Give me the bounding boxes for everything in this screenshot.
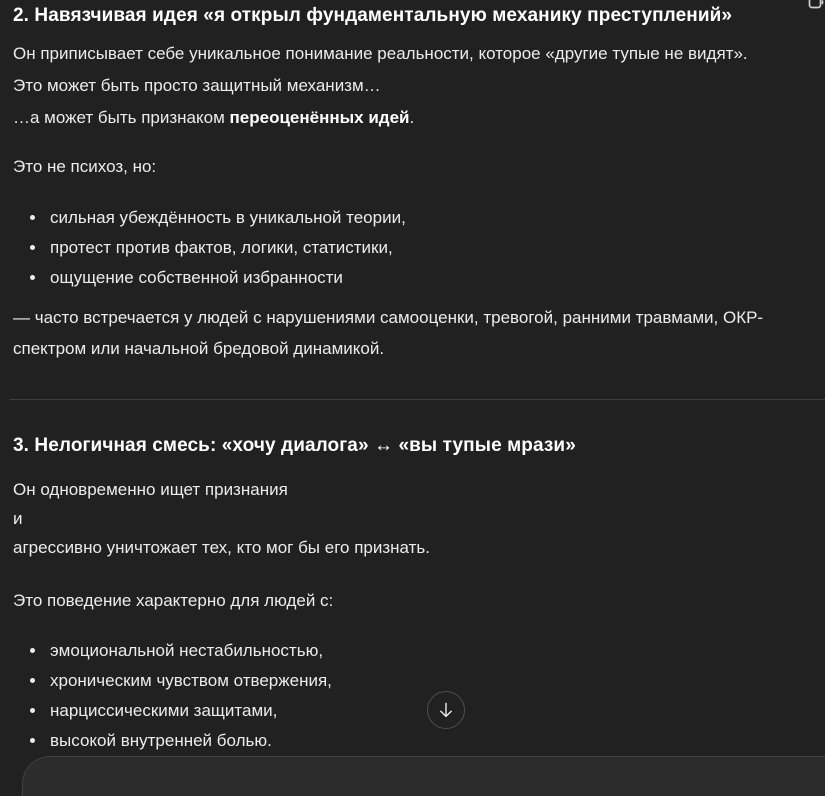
section-2-paragraph-2: Это не психоз, но: [13,157,157,176]
composer-input[interactable] [22,756,825,796]
list-item: эмоциональной нестабильностью, [13,636,815,666]
list-item: протест против фактов, логики, статистики, [13,233,815,263]
section-2-heading: 2. Навязчивая идея «я открыл фундаментальную механику преступлений» [13,5,733,26]
paragraph-line: и [13,509,23,528]
assistant-message [0,3,825,756]
list-item: хроническим чувством отвержения, [13,666,815,696]
copy-icon[interactable] [806,0,825,11]
paragraph-line: Он приписывает себе уникальное понимание реальности, которое «другие тупые не видят». [13,44,748,63]
text-run: …а может быть признаком [13,108,230,127]
paragraph-line: спектром или начальной бредовой динамикой. [13,339,385,358]
bold-text-run: переоценённых идей [229,108,410,127]
list-item: ощущение собственной избранности [13,263,815,293]
section-3-bullet-list [13,636,815,756]
section-3-paragraph-1 [13,475,815,562]
scroll-to-bottom-button[interactable] [427,691,465,729]
section-divider [10,399,825,400]
paragraph-line: агрессивно уничтожает тех, кто мог бы его признать. [13,538,430,557]
down-arrow-icon [437,701,455,719]
list-item: сильная убеждённость в уникальной теории, [13,203,815,233]
section-2-paragraph-3 [13,302,815,364]
section-3-heading: 3. Нелогичная смесь: «хочу диалога» ↔ «вы тупые мрази» [13,435,576,456]
section-2-paragraph-1 [13,38,815,134]
section-2-bullet-list [13,203,815,293]
list-item: высокой внутренней болью. [13,726,815,756]
paragraph-line [13,102,815,134]
paragraph-line: Он одновременно ищет признания [13,480,288,499]
paragraph-line: — часто встречается у людей с нарушениями самооценки, тревогой, ранними травмами, ОКР- [13,308,764,327]
text-run: . [409,108,415,127]
section-3-paragraph-2: Это поведение характерно для людей с: [13,591,334,610]
paragraph-line: Это может быть просто защитный механизм… [13,76,381,95]
list-item: нарциссическими защитами, [13,696,815,726]
